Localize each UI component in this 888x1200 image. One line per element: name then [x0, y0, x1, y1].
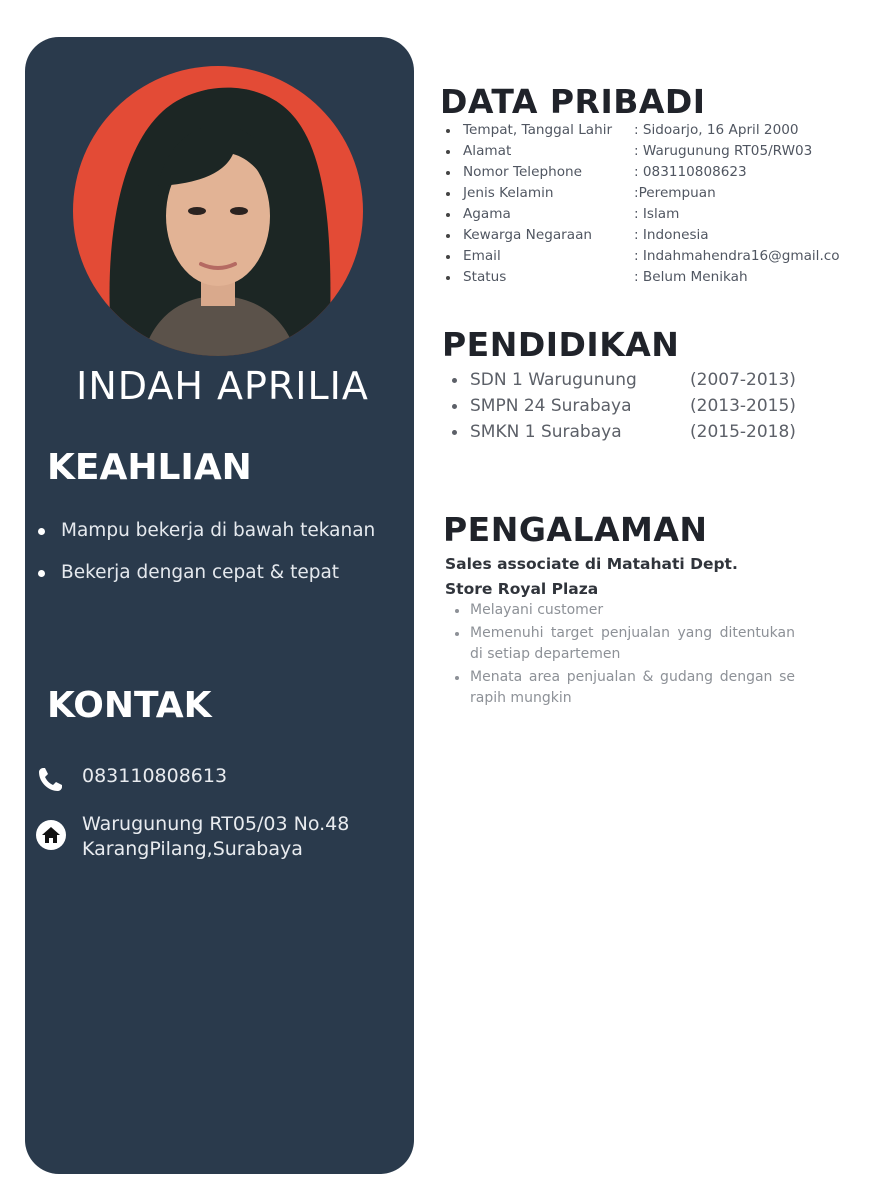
education-heading: PENDIDIKAN [442, 325, 680, 364]
skills-heading: KEAHLIAN [47, 447, 252, 488]
phone-icon [36, 764, 66, 794]
contact-phone [36, 764, 227, 794]
experience-item: Menata area penjualan & gudang dengan se rapih mungkin [455, 667, 795, 709]
experience-item: Memenuhi target penjualan yang ditentukan di setiap departemen [455, 623, 795, 665]
profile-name: INDAH APRILIA [76, 364, 369, 408]
skill-item: Mampu bekerja di bawah tekanan [38, 510, 375, 552]
job-title: Sales associate di Matahati Dept. Store Royal Plaza [445, 555, 738, 598]
contact-address [36, 812, 349, 862]
skill-item: Bekerja dengan cepat & tepat [38, 552, 375, 594]
address-line-1: Warugunung RT05/03 No.48 [82, 813, 350, 835]
bullet-icon [38, 570, 45, 577]
bullet-icon [38, 528, 45, 535]
contact-heading: KONTAK [47, 685, 212, 726]
skills-list [38, 510, 375, 594]
phone-number: 083110808613 [82, 765, 228, 787]
home-icon [36, 820, 66, 850]
experience-list [455, 600, 795, 711]
experience-item: Melayani customer [455, 600, 795, 621]
profile-photo [73, 66, 363, 356]
address-line-2: KarangPilang,Surabaya [82, 838, 303, 860]
experience-heading: PENGALAMAN [443, 510, 708, 549]
personal-data-heading: DATA PRIBADI [440, 82, 706, 121]
